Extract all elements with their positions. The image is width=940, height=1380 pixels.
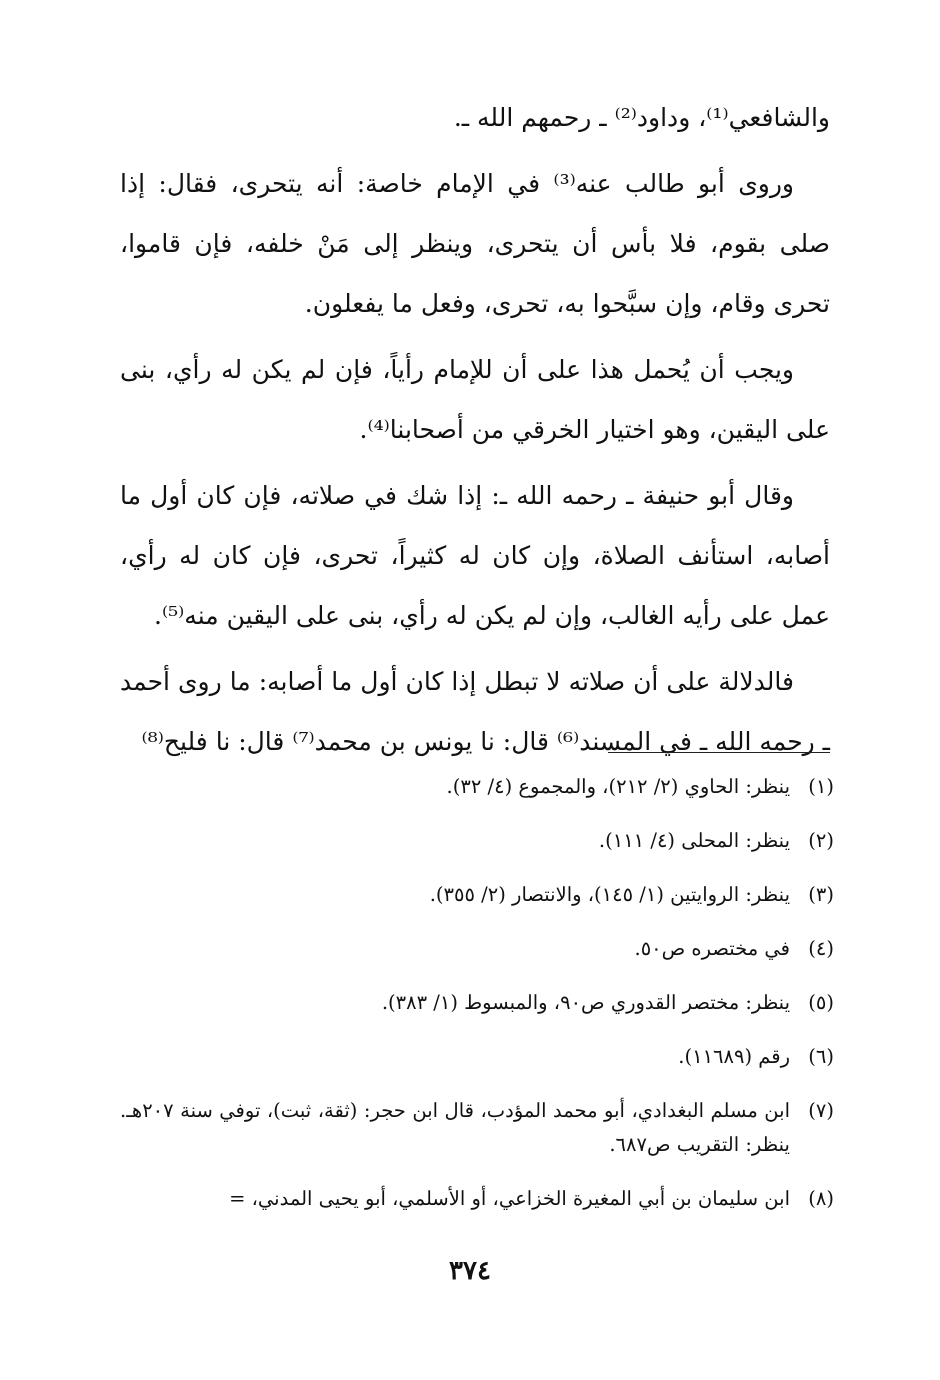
footnote-number: (٥) [808,991,834,1014]
footnote-1 [120,770,834,804]
main-text [120,88,830,772]
page-number: ٣٧٤ [449,1256,491,1286]
footnote-number: (١) [808,775,834,798]
footnote-text: ينظر: الحاوي (٢/ ٢١٢)، والمجموع (٤/ ٣٢). [446,775,790,798]
footnote-text: رقم (١١٦٨٩). [678,1045,790,1068]
footnote-text: ينظر: المحلى (٤/ ١١١). [598,829,790,852]
footnote-text: ابن مسلم البغدادي، أبو محمد المؤدب، قال ابن حجر: (ثقة، ثبت)، توفي سنة ٢٠٧هـ. ينظر: التقريب ص٦٨٧. [120,1099,790,1156]
paragraph-4: وقال أبو حنيفة ـ رحمه الله ـ: إذا شك في صلاته، فإن كان أول ما أصابه، استأنف الصلاة، وإن كان له كثيراً، تحرى، فإن كان له رأي، عمل على رأيه الغالب، وإن لم يكن له رأي، بنى على اليقين منه⁽⁵⁾. [120,481,830,630]
footnote-number: (٨) [808,1187,834,1210]
footnote-text: ابن سليمان بن أبي المغيرة الخزاعي، أو الأسلمي، أبو يحيى المدني، = [229,1187,790,1210]
footnote-number: (٤) [808,937,834,960]
footnote-8 [120,1182,834,1216]
footnote-text: ينظر: الروايتين (١/ ١٤٥)، والانتصار (٢/ ٣٥٥). [429,883,790,906]
paragraph-2: وروى أبو طالب عنه⁽³⁾ في الإمام خاصة: أنه يتحرى، فقال: إذا صلى بقوم، فلا بأس أن يتحرى، وينظر إلى مَنْ خلفه، فإن قاموا، تحرى وقام، وإن سبَّحوا به، تحرى، وفعل ما يفعلون. [120,169,830,318]
footnote-4 [120,932,834,966]
paragraph-3: ويجب أن يُحمل هذا على أن للإمام رأياً، فإن لم يكن له رأي، بنى على اليقين، وهو اختيار الخرقي من أصحابنا⁽⁴⁾. [120,355,830,444]
footnote-text: في مختصره ص٥٠. [634,937,790,960]
footnote-5 [120,986,834,1020]
footnote-number: (٦) [808,1045,834,1068]
footnotes [120,770,834,1236]
footnote-number: (٧) [808,1099,834,1122]
footnote-2 [120,824,834,858]
footnote-number: (٣) [808,883,834,906]
footnote-7 [120,1094,834,1162]
footnote-divider [608,752,830,753]
footnote-number: (٢) [808,829,834,852]
footnote-3 [120,878,834,912]
paragraph-5: فالدلالة على أن صلاته لا تبطل إذا كان أول ما أصابه: ما روى أحمد ـ رحمه الله ـ في المسند⁽⁶⁾ قال: نا يونس بن محمد⁽⁷⁾ قال: نا فليح⁽⁸⁾ [120,667,830,756]
footnote-6 [120,1040,834,1074]
paragraph-1: والشافعي⁽¹⁾، وداود⁽²⁾ ـ رحمهم الله ـ. [453,103,830,132]
footnote-text: ينظر: مختصر القدوري ص٩٠، والمبسوط (١/ ٣٨٣). [381,991,790,1014]
